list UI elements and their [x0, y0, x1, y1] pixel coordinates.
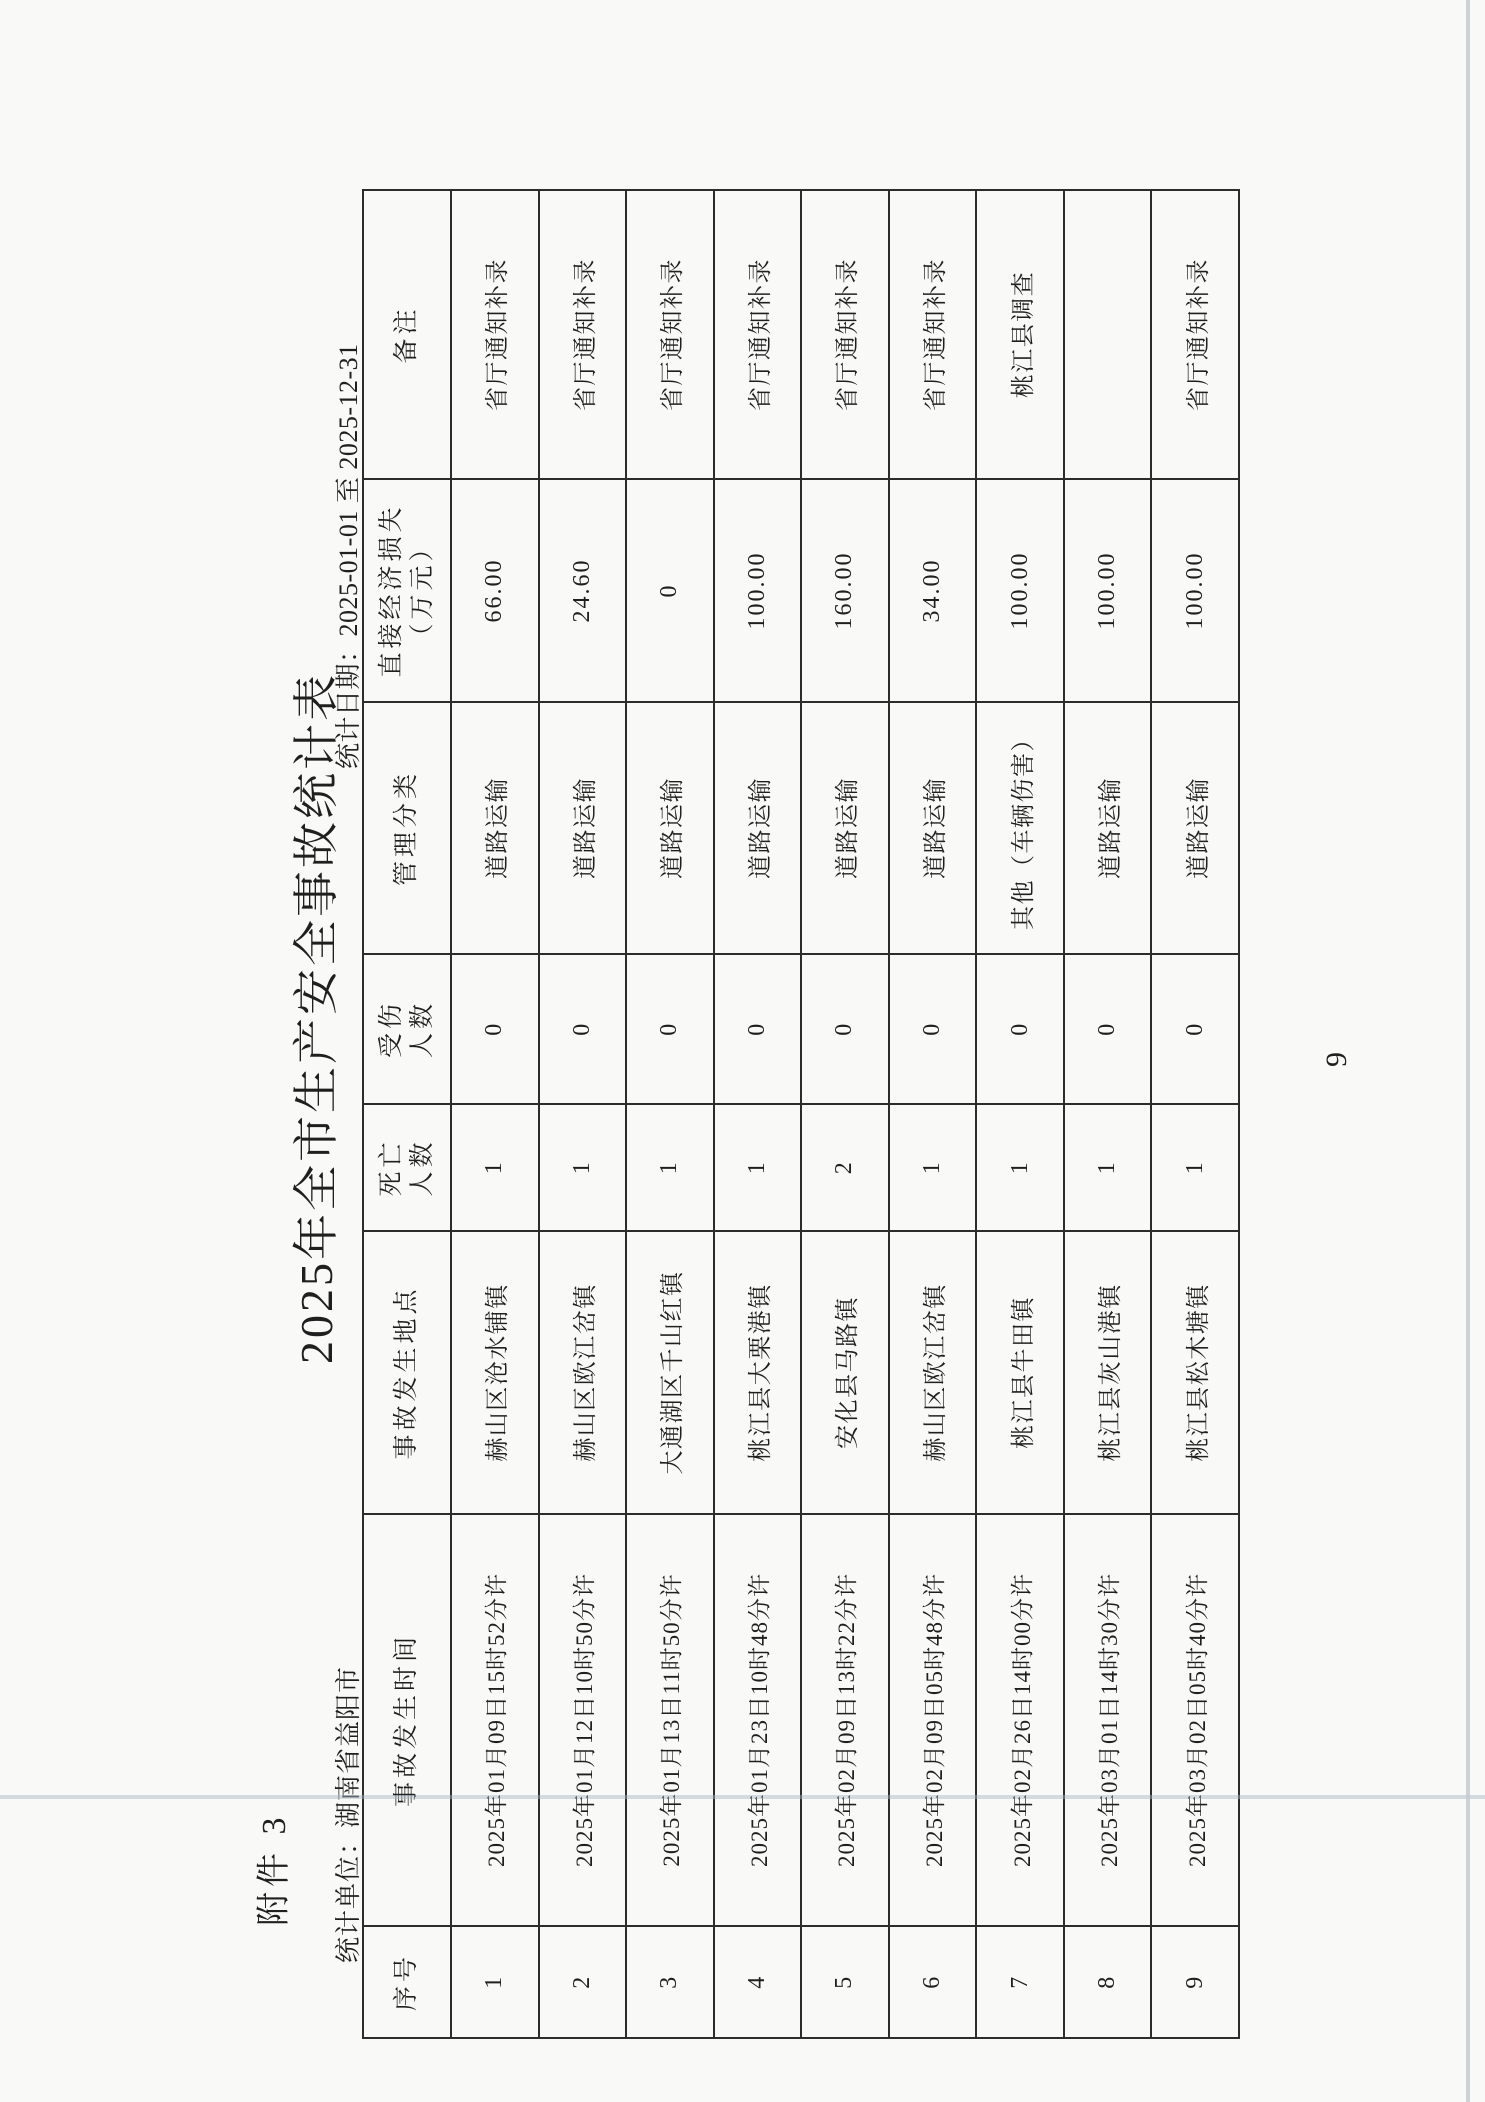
cell-category: 道路运输: [1151, 702, 1239, 954]
accident-stats-table: [362, 189, 1240, 2039]
cell-loss: 100.00: [976, 479, 1064, 702]
cell-serial: 8: [1064, 1926, 1152, 2038]
cell-injuries: 0: [626, 954, 714, 1104]
cell-time: 2025年02月09日13时22分许: [801, 1514, 889, 1926]
cell-time: 2025年02月26日14时00分许: [976, 1514, 1064, 1926]
cell-deaths: 2: [801, 1104, 889, 1231]
cell-serial: 7: [976, 1926, 1064, 2038]
cell-category: 道路运输: [889, 702, 977, 954]
table-row: [889, 190, 977, 2038]
cell-serial: 3: [626, 1926, 714, 2038]
cell-time: 2025年03月01日14时30分许: [1064, 1514, 1152, 1926]
cell-time: 2025年01月13日11时50分许: [626, 1514, 714, 1926]
table-row: [539, 190, 627, 2038]
cell-injuries: 0: [1064, 954, 1152, 1104]
stat-unit-label: 统计单位：湖南省益阳市: [334, 1665, 363, 1963]
cell-loss: 34.00: [889, 479, 977, 702]
header-cell-remark: 备注: [363, 190, 451, 479]
cell-loss: 100.00: [1151, 479, 1239, 702]
cell-serial: 5: [801, 1926, 889, 2038]
cell-remark: 省厅通知补录: [626, 190, 714, 479]
cell-injuries: 0: [801, 954, 889, 1104]
cell-loss: 100.00: [1064, 479, 1152, 702]
cell-remark: 省厅通知补录: [714, 190, 802, 479]
cell-category: 其他（车辆伤害）: [976, 702, 1064, 954]
cell-deaths: 1: [1064, 1104, 1152, 1231]
cell-remark: 省厅通知补录: [889, 190, 977, 479]
cell-time: 2025年01月23日10时48分许: [714, 1514, 802, 1926]
table-row: [1151, 190, 1239, 2038]
table-row: [801, 190, 889, 2038]
page-number: 9: [1320, 1052, 1353, 1067]
header-cell-category: 管理分类: [363, 702, 451, 954]
cell-category: 道路运输: [626, 702, 714, 954]
cell-category: 道路运输: [539, 702, 627, 954]
cell-category: 道路运输: [1064, 702, 1152, 954]
cell-deaths: 1: [714, 1104, 802, 1231]
scan-artifact-edge-line: [1466, 0, 1470, 2102]
cell-time: 2025年01月12日10时50分许: [539, 1514, 627, 1926]
header-cell-injuries: 受伤 人数: [363, 954, 451, 1104]
cell-time: 2025年01月09日15时52分许: [451, 1514, 539, 1926]
cell-loss: 24.60: [539, 479, 627, 702]
cell-serial: 9: [1151, 1926, 1239, 2038]
cell-deaths: 1: [539, 1104, 627, 1231]
page-title: 2025年全市生产安全事故统计表: [291, 672, 342, 1364]
cell-time: 2025年03月02日05时40分许: [1151, 1514, 1239, 1926]
cell-place: 桃江县松木塘镇: [1151, 1231, 1239, 1514]
cell-loss: 160.00: [801, 479, 889, 702]
header-cell-place: 事故发生地点: [363, 1231, 451, 1514]
cell-category: 道路运输: [801, 702, 889, 954]
cell-place: 赫山区欧江岔镇: [539, 1231, 627, 1514]
table-row: [976, 190, 1064, 2038]
attachment-label: 附件 3: [256, 1812, 293, 1926]
cell-deaths: 1: [626, 1104, 714, 1231]
cell-remark: 桃江县调查: [976, 190, 1064, 479]
cell-place: 安化县马路镇: [801, 1231, 889, 1514]
cell-serial: 1: [451, 1926, 539, 2038]
cell-place: 桃江县牛田镇: [976, 1231, 1064, 1514]
cell-time: 2025年02月09日05时48分许: [889, 1514, 977, 1926]
cell-remark: 省厅通知补录: [1151, 190, 1239, 479]
cell-injuries: 0: [714, 954, 802, 1104]
cell-deaths: 1: [1151, 1104, 1239, 1231]
cell-injuries: 0: [889, 954, 977, 1104]
cell-place: 赫山区沧水铺镇: [451, 1231, 539, 1514]
cell-deaths: 1: [976, 1104, 1064, 1231]
table-row: [451, 190, 539, 2038]
stat-date-label: 统计日期：2025-01-01 至 2025-12-31: [334, 343, 363, 769]
cell-remark: 省厅通知补录: [539, 190, 627, 479]
table-row: [1064, 190, 1152, 2038]
cell-deaths: 1: [451, 1104, 539, 1231]
header-cell-deaths: 死亡 人数: [363, 1104, 451, 1231]
cell-injuries: 0: [539, 954, 627, 1104]
cell-remark: 省厅通知补录: [451, 190, 539, 479]
header-cell-serial: 序号: [363, 1926, 451, 2038]
table-row: [714, 190, 802, 2038]
cell-category: 道路运输: [451, 702, 539, 954]
cell-place: 桃江县灰山港镇: [1064, 1231, 1152, 1514]
cell-remark: 省厅通知补录: [801, 190, 889, 479]
cell-loss: 100.00: [714, 479, 802, 702]
cell-loss: 66.00: [451, 479, 539, 702]
cell-serial: 2: [539, 1926, 627, 2038]
header-row: [363, 190, 451, 2038]
cell-injuries: 0: [1151, 954, 1239, 1104]
scan-artifact-blue-line: [0, 1795, 1485, 1799]
cell-injuries: 0: [451, 954, 539, 1104]
cell-injuries: 0: [976, 954, 1064, 1104]
cell-category: 道路运输: [714, 702, 802, 954]
cell-place: 赫山区欧江岔镇: [889, 1231, 977, 1514]
cell-serial: 6: [889, 1926, 977, 2038]
header-cell-loss: 直接经济损失 （万元）: [363, 479, 451, 702]
header-cell-time: 事故发生时间: [363, 1514, 451, 1926]
cell-place: 大通湖区千山红镇: [626, 1231, 714, 1514]
cell-serial: 4: [714, 1926, 802, 2038]
table-row: [626, 190, 714, 2038]
cell-loss: 0: [626, 479, 714, 702]
cell-remark: [1064, 190, 1152, 479]
cell-deaths: 1: [889, 1104, 977, 1231]
cell-place: 桃江县大栗港镇: [714, 1231, 802, 1514]
